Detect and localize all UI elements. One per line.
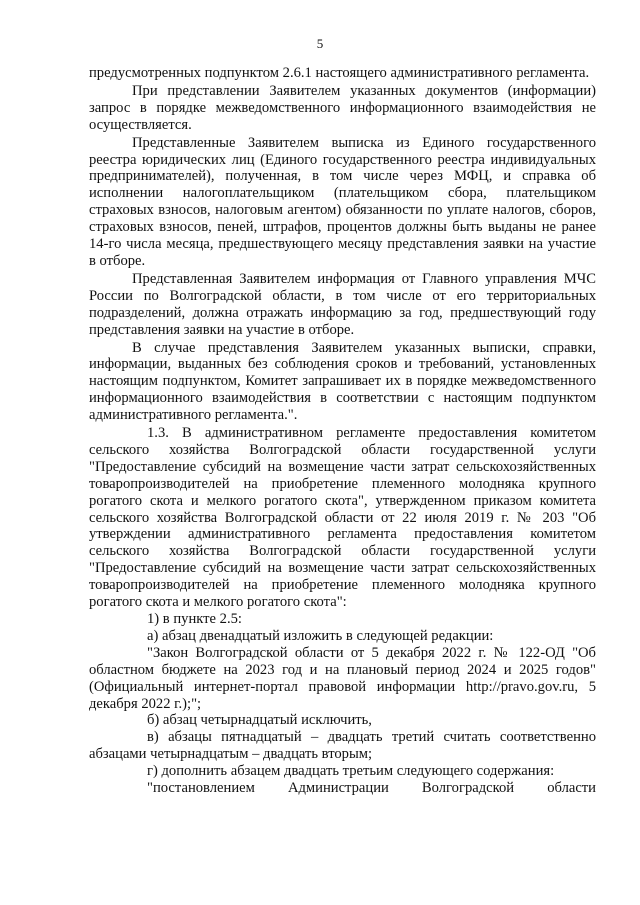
page-number: 5 bbox=[316, 36, 324, 51]
paragraph: При представлении Заявителем указанных документов (информации) запрос в порядке межведомственного информационного взаимодействия не осуществляется. bbox=[89, 82, 596, 133]
paragraph: Представленные Заявителем выписка из Единого государственного реестра юридических лиц (Единого государственного реестра индивидуальных предпринимателей), полученная, в том числе через МФЦ, и справка об исполнении налогоплательщиком (плательщиком сбора, плательщиком страховых взносов, налоговым агентом) обязанности по уплате налогов, сборов, страховых взносов, пеней, штрафов, процентов должны быть выданы не ранее 14-го числа месяца, предшествующего месяцу представления заявки на участие в отборе. bbox=[89, 134, 596, 269]
paragraph-item: в) абзацы пятнадцатый – двадцать третий считать соответственно абзацами четырнадцатым – двадцать вторым; bbox=[89, 729, 596, 763]
paragraph-continuation: предусмотренных подпунктом 2.6.1 настоящего административного регламента. bbox=[89, 65, 590, 81]
paragraph: В случае представления Заявителем указанных выписки, справки, информации, выданных без соблюдения сроков и требований, установленных настоящим подпунктом, Комитет запрашивает их в порядке межведомственного информационного взаимодействия в соответствии с настоящим подпунктом административного регламента.". bbox=[89, 339, 596, 424]
paragraph-item: б) абзац четырнадцатый исключить, bbox=[147, 712, 372, 729]
paragraph-section-1-3: 1.3. В административном регламенте предоставления комитетом сельского хозяйства Волгоградской области государственной услуги "Предоставление субсидий на возмещение части затрат сельскохозяйственных товаропроизводителей на приобретение племенного молодняка крупного рогатого скота и мелкого рогатого скота", утвержденном приказом комитета сельского хозяйства Волгоградской области от 22 июля 2019 г. № 203 "Об утверждении административного регламента предоставления комитетом сельского хозяйства Волгоградской области государственной услуги "Предоставление субсидий на возмещение части затрат сельскохозяйственных товаропроизводителей на приобретение племенного молодняка крупного рогатого скота и мелкого рогатого скота": bbox=[89, 425, 596, 611]
document-body bbox=[89, 65, 596, 797]
paragraph-item: а) абзац двенадцатый изложить в следующей редакции: bbox=[147, 627, 494, 644]
paragraph: Представленная Заявителем информация от Главного управления МЧС России по Волгоградской области, в том числе от его территориальных подразделений, должна отражать информацию за год, предшествующий году представления заявки на участие в отборе. bbox=[89, 270, 596, 338]
paragraph-item: 1) в пункте 2.5: bbox=[147, 611, 242, 627]
paragraph-item: г) дополнить абзацем двадцать третьим следующего содержания: bbox=[147, 763, 555, 780]
paragraph-quote: "постановлением Администрации Волгоградской области bbox=[147, 780, 596, 797]
paragraph-quote: "Закон Волгоградской области от 5 декабря 2022 г. № 122-ОД "Об областном бюджете на 2023 год и на плановый период 2024 и 2025 годов" (Официальный интернет-портал правовой информации http://pravo.gov.ru, 5 декабря 2022 г.);"; bbox=[89, 644, 596, 712]
